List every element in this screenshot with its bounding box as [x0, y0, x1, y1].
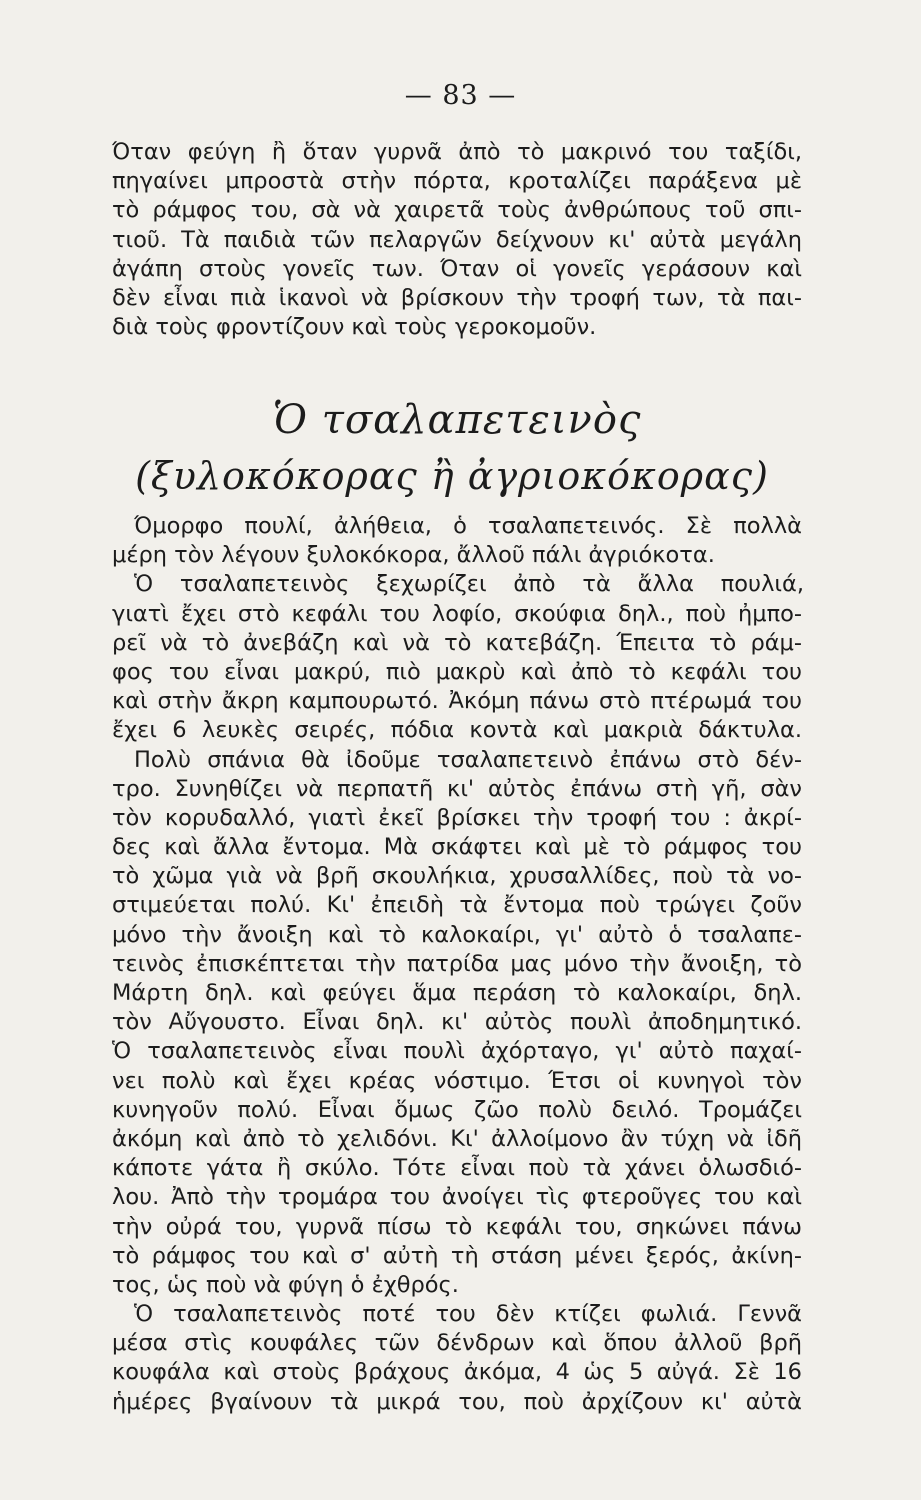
text-line: πηγαίνει μπροστὰ στὴν πόρτα, κροταλίζει παράξενα μὲ: [112, 168, 802, 195]
text-line: κουφάλα καὶ στοὺς βράχους ἀκόμα, 4 ὡς 5 αὐγά. Σὲ 16: [112, 1359, 802, 1386]
text-line: Πολὺ σπάνια θὰ ἰδοῦμε τσαλαπετεινὸ ἐπάνω στὸ δέν-: [134, 746, 802, 773]
text-line: μέρη τὸν λέγουν ξυλοκόκορα, ἄλλοῦ πάλι ἀγριόκοτα.: [112, 542, 715, 569]
text-line: μέσα στὶς κουφάλες τῶν δένδρων καὶ ὅπου ἀλλοῦ βρῆ: [112, 1330, 802, 1357]
text-line: ἡμέρες βγαίνουν τὰ μικρά του, ποὺ ἀρχίζουν κι' αὐτὰ: [112, 1388, 802, 1415]
text-line: τὸν κορυδαλλό, γιατὶ ἐκεῖ βρίσκει τὴν τροφή του : ἀκρί-: [112, 804, 802, 831]
text-line: Μάρτη δηλ. καὶ φεύγει ἅμα περάση τὸ καλοκαίρι, δηλ.: [112, 980, 802, 1006]
text-line: τὴν οὐρά του, γυρνᾶ πίσω τὸ κεφάλι του, σηκώνει πάνω: [112, 1213, 802, 1240]
text-line: Ὁ τσαλαπετεινὸς εἶναι πουλὶ ἀχόρταγο, γι' αὐτὸ παχαί-: [112, 1038, 802, 1065]
text-line: Ὁ τσαλαπετεινὸς ξεχωρίζει ἀπὸ τὰ ἄλλα πουλιά,: [134, 571, 804, 598]
text-line: ἔχει 6 λευκὲς σειρές, πόδια κοντὰ καὶ μακριὰ δάκτυλα.: [112, 717, 802, 744]
text-line: λου. Ἀπὸ τὴν τρομάρα του ἀνοίγει τὶς φτεροῦγες του καὶ: [112, 1184, 802, 1211]
section-title-subtitle: (ξυλοκόκορας ἢ ἀγριοκόκορας): [135, 454, 769, 498]
text-line: μόνο τὴν ἄνοιξη καὶ τὸ καλοκαίρι, γι' αὐτὸ ὁ τσαλαπε-: [112, 921, 802, 948]
text-line: γιατὶ ἔχει στὸ κεφάλι του λοφίο, σκούφια δηλ., ποὺ ἠμπο-: [112, 600, 802, 627]
text-line: τὸ χῶμα γιὰ νὰ βρῆ σκουλήκια, χρυσαλλίδες, ποὺ τὰ νο-: [112, 863, 802, 890]
text-line: καὶ στὴν ἄκρη καμπουρωτό. Ἀκόμη πάνω στὸ πτέρωμά του: [112, 688, 802, 715]
text-line: Όταν φεύγη ἢ ὅταν γυρνᾶ ἀπὸ τὸ μακρινό του ταξίδι,: [112, 139, 802, 165]
text-line: τὸν Αὔγουστο. Εἶναι δηλ. κι' αὐτὸς πουλὶ ἀποδημητικό.: [112, 1009, 802, 1036]
section-title-main: Ὁ τσαλαπετεινὸς: [272, 397, 642, 443]
text-line: κυνηγοῦν πολύ. Εἶναι ὅμως ζῶο πολὺ δειλό. Τρομάζει: [112, 1096, 802, 1123]
page-number: — 83 —: [404, 80, 517, 111]
section-title: [112, 392, 802, 504]
text-line: τεινὸς ἐπισκέπτεται τὴν πατρίδα μας μόνο τὴν ἄνοιξη, τὸ: [112, 950, 802, 977]
text-line: τιοῦ. Τὰ παιδιὰ τῶν πελαργῶν δείχνουν κι' αὐτὰ μεγάλη: [112, 226, 802, 253]
text-line: διὰ τοὺς φροντίζουν καὶ τοὺς γεροκομοῦν.: [112, 314, 597, 341]
text-line: φος του εἶναι μακρύ, πιὸ μακρὺ καὶ ἀπὸ τὸ κεφάλι του: [112, 658, 802, 685]
intro-paragraph: [112, 138, 802, 342]
text-line: δες καὶ ἄλλα ἔντομα. Μὰ σκάφτει καὶ μὲ τὸ ράμφος του: [112, 834, 802, 861]
text-line: Όμορφο πουλί, ἀλήθεια, ὁ τσαλαπετεινός. Σὲ πολλὰ: [134, 513, 802, 539]
text-line: κάποτε γάτα ἢ σκύλο. Τότε εἶναι ποὺ τὰ χάνει ὁλωσδιό-: [112, 1155, 802, 1182]
text-line: τὸ ράμφος του, σὰ νὰ χαιρετᾶ τοὺς ἀνθρώπους τοῦ σπι-: [112, 197, 802, 224]
text-line: τρο. Συνηθίζει νὰ περπατῆ κι' αὐτὸς ἐπάνω στὴ γῆ, σὰν: [112, 775, 802, 802]
text-line: τὸ ράμφος του καὶ σ' αὐτὴ τὴ στάση μένει ξερός, ἀκίνη-: [112, 1242, 802, 1269]
text-line: Ὁ τσαλαπετεινὸς ποτέ του δὲν κτίζει φωλιά. Γεννᾶ: [134, 1301, 802, 1328]
text-line: ἀγάπη στοὺς γονεῖς των. Όταν οἱ γονεῖς γεράσουν καὶ: [112, 255, 802, 282]
text-line: δὲν εἶναι πιὰ ἱκανοὶ νὰ βρίσκουν τὴν τροφή των, τὰ παι-: [112, 284, 802, 311]
text-line: ἀκόμη καὶ ἀπὸ τὸ χελιδόνι. Κι' ἀλλοίμονο ἂν τύχη νὰ ἰδῆ: [112, 1125, 802, 1152]
text-line: ρεῖ νὰ τὸ ἀνεβάζη καὶ νὰ τὸ κατεβάζη. Έπειτα τὸ ράμ-: [112, 629, 802, 656]
text-line: τος, ὡς ποὺ νὰ φύγη ὁ ἐχθρός.: [112, 1271, 459, 1298]
text-line: στιμεύεται πολύ. Κι' ἐπειδὴ τὰ ἔντομα ποὺ τρώγει ζοῦν: [112, 892, 802, 919]
text-line: νει πολὺ καὶ ἔχει κρέας νόστιμο. Έτσι οἱ κυνηγοὶ τὸν: [112, 1067, 802, 1094]
section-body: [112, 512, 802, 1417]
